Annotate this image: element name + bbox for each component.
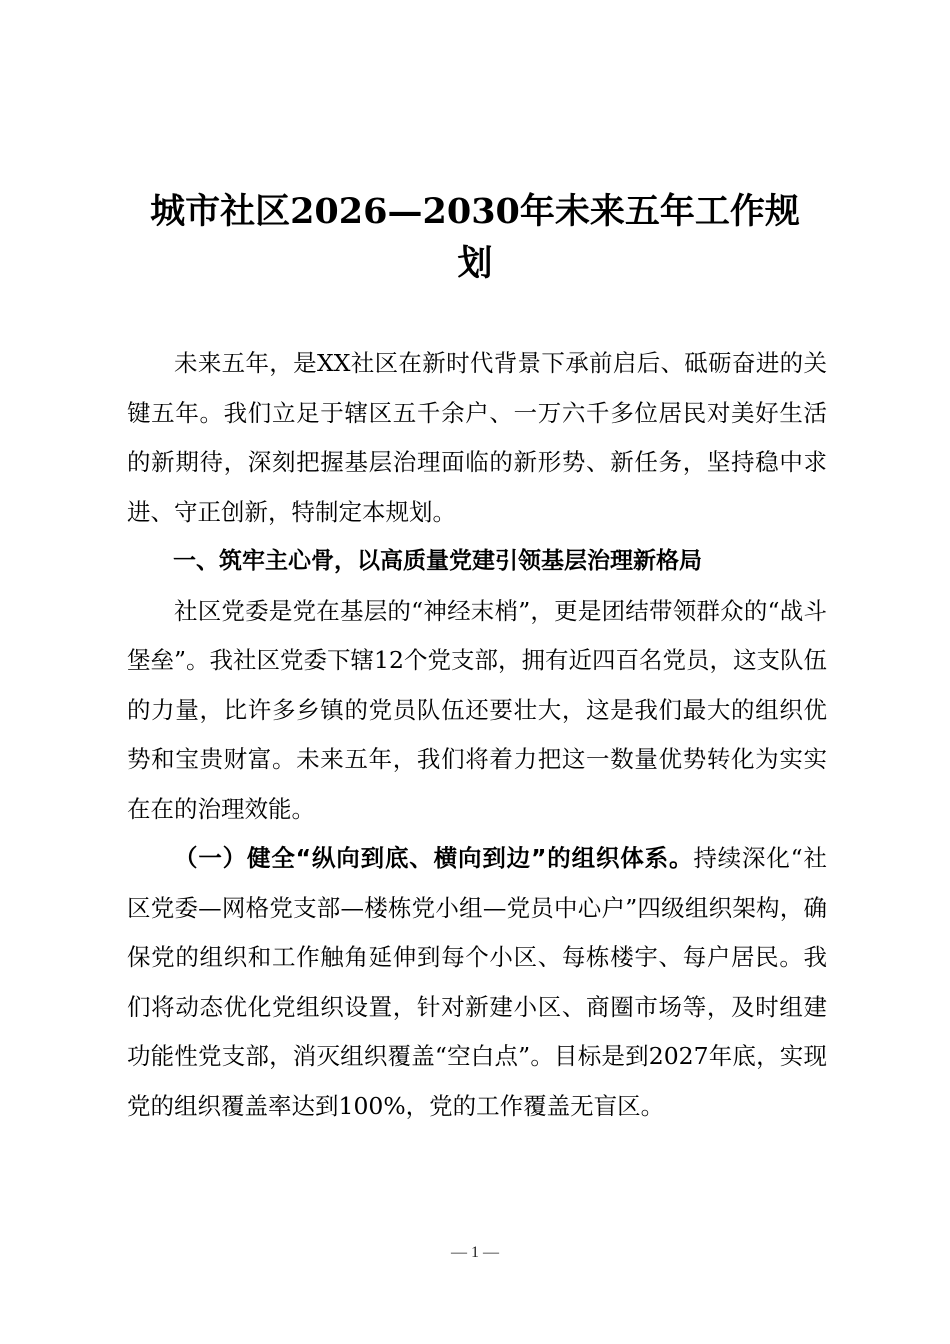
subsection-1-text: 持续深化“社区党委—网格党支部—楼栋党小组—党员中心户”四级组织架构，确保党的组织和工作触角延伸到每个小区、每栋楼宇、每户居民。我们将动态优化党组织设置，针对新建小区、商圈市场等，及时组建功能性党支部，消灭组织覆盖“空白点”。目标是到2027年底，实现党的组织覆盖率达到100%，党的工作覆盖无盲区。 — [127, 844, 828, 1120]
section-1-paragraph: 社区党委是党在基层的“神经末梢”，更是团结带领群众的“战斗堡垒”。我社区党委下辖12个党支部，拥有近四百名党员，这支队伍的力量，比许多乡镇的党员队伍还要壮大，这是我们最大的组织优势和宝贵财富。未来五年，我们将着力把这一数量优势转化为实实在在的治理效能。 — [127, 596, 827, 823]
subsection-1-heading: （一）健全“纵向到底、横向到边”的组织体系。 — [174, 844, 694, 872]
section-heading-1: 一、筑牢主心骨，以高质量党建引领基层治理新格局 — [173, 548, 702, 574]
title-line-1: 城市社区2026—2030年未来五年工作规 — [150, 191, 800, 232]
page-number: — 1 — — [451, 1244, 499, 1261]
intro-paragraph: 未来五年，是XX社区在新时代背景下承前启后、砥砺奋进的关键五年。我们立足于辖区五千余户、一万六千多位居民对美好生活的新期待，深刻把握基层治理面临的新形势、新任务，坚持稳中求进、守正创新，特制定本规划。 — [127, 349, 827, 526]
document-body — [127, 339, 827, 1131]
document-title — [100, 186, 850, 290]
title-line-2: 划 — [457, 243, 493, 284]
subsection-1-paragraph — [127, 834, 827, 1131]
